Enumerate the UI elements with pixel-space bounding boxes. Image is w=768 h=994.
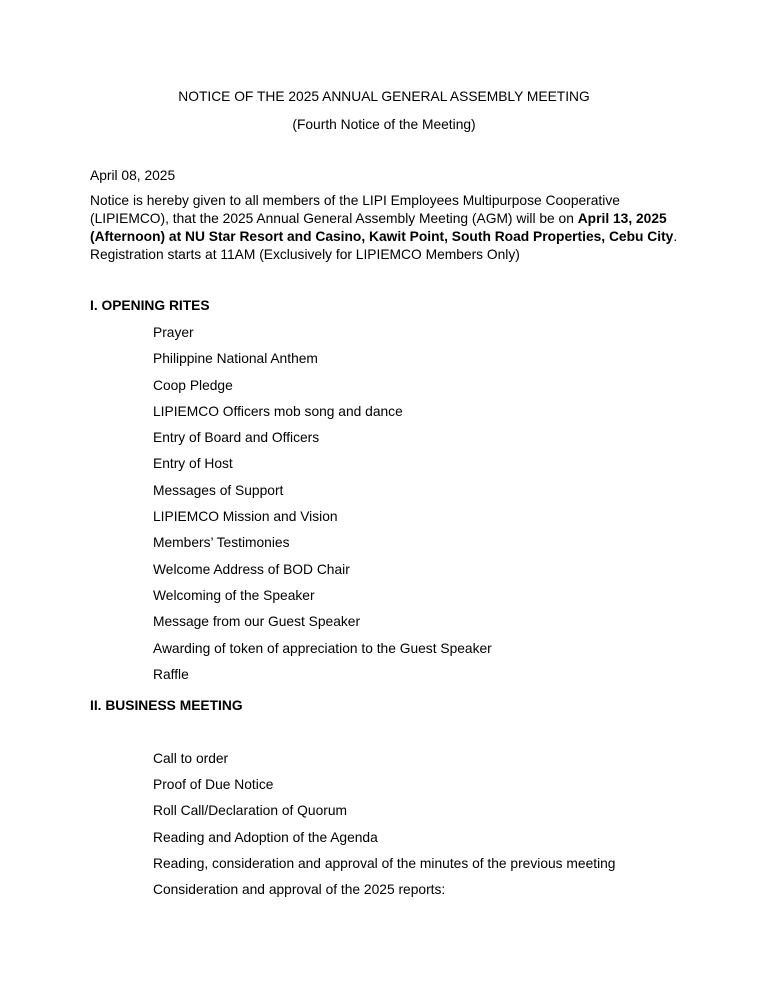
section-opening-rites — [90, 297, 678, 684]
agenda-item: Consideration and approval of the 2025 reports: — [153, 882, 446, 898]
agenda-item: Welcome Address of BOD Chair — [153, 561, 350, 577]
document-date: April 08, 2025 — [90, 168, 176, 183]
agenda-item: LIPIEMCO Officers mob song and dance — [153, 403, 403, 419]
agenda-item: Reading and Adoption of the Agenda — [153, 829, 378, 845]
document-title: NOTICE OF THE 2025 ANNUAL GENERAL ASSEMBLY MEETING — [178, 89, 590, 104]
notice-paragraph — [90, 192, 678, 264]
agenda-item: Prayer — [153, 325, 194, 340]
agenda-item: Raffle — [153, 666, 189, 682]
notice-text-trail: . Registration starts at 11AM (Exclusively for LIPIEMCO Members Only) — [90, 229, 678, 262]
agenda-item: Message from our Guest Speaker — [153, 614, 361, 630]
notice-text-lead: Notice is hereby given to all members of the LIPI Employees Multipurpose Cooperative (LIPIEMCO), that the 2025 Annual General Assembly Meeting (AGM) will be on — [90, 193, 620, 226]
agenda-item: Proof of Due Notice — [153, 777, 274, 793]
agenda-item: Awarding of token of appreciation to the Guest Speaker — [153, 640, 492, 656]
agenda-item: Entry of Host — [153, 456, 233, 472]
agenda-item: Philippine National Anthem — [153, 351, 318, 367]
agenda-item: Reading, consideration and approval of the minutes of the previous meeting — [153, 856, 616, 872]
opening-rites-list — [90, 324, 678, 684]
agenda-item: LIPIEMCO Mission and Vision — [153, 509, 338, 525]
notice-text-venue-bold: April 13, 2025 (Afternoon) at NU Star Resort and Casino, Kawit Point, South Road Properties, Cebu City — [90, 211, 674, 244]
agenda-item: Messages of Support — [153, 482, 284, 498]
business-meeting-list — [90, 750, 678, 899]
agenda-item: Welcoming of the Speaker — [153, 587, 315, 603]
agenda-item: Roll Call/Declaration of Quorum — [153, 803, 347, 819]
agenda-item: Members’ Testimonies — [153, 535, 290, 551]
section-heading-opening-rites: I. OPENING RITES — [90, 298, 210, 313]
agenda-item: Call to order — [153, 750, 229, 766]
section-heading-business-meeting: II. BUSINESS MEETING — [90, 697, 243, 713]
agenda-item: Entry of Board and Officers — [153, 430, 320, 446]
section-business-meeting — [90, 697, 678, 899]
agenda-item: Coop Pledge — [153, 377, 233, 393]
document-subtitle: (Fourth Notice of the Meeting) — [292, 117, 476, 132]
